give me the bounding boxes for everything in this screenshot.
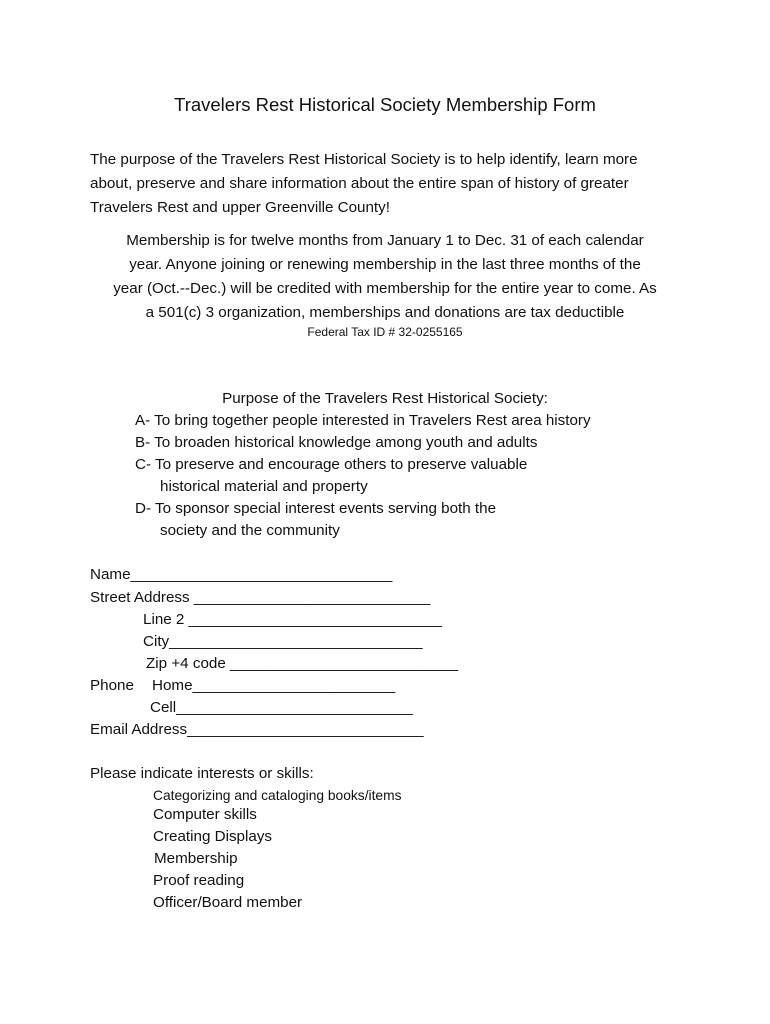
purpose-item-d: D- To sponsor special interest events serving both the — [135, 500, 497, 517]
membership-line: a 501(c) 3 organization, memberships and donations are tax deductible — [145, 304, 625, 321]
membership-line: Membership is for twelve months from January 1 to Dec. 31 of each calendar — [126, 232, 644, 249]
membership-line: year. Anyone joining or renewing membership in the last three months of the — [129, 256, 641, 273]
name-field[interactable]: Name_______________________________ — [90, 566, 393, 583]
address-line2-field[interactable]: Line 2 ______________________________ — [143, 611, 442, 628]
page-title: Travelers Rest Historical Society Membership Form — [174, 94, 596, 115]
interest-item: Categorizing and cataloging books/items — [153, 788, 402, 803]
street-address-field[interactable]: Street Address ____________________________ — [90, 589, 431, 606]
intro-line: Travelers Rest and upper Greenville County! — [90, 199, 390, 216]
email-field[interactable]: Email Address____________________________ — [90, 721, 424, 738]
tax-id: Federal Tax ID # 32-0255165 — [307, 325, 463, 339]
zip-field[interactable]: Zip +4 code ___________________________ — [146, 655, 459, 672]
purpose-item-c-cont: historical material and property — [160, 478, 368, 495]
interests-heading: Please indicate interests or skills: — [90, 765, 314, 782]
interest-item: Proof reading — [153, 872, 245, 889]
interest-item: Computer skills — [153, 806, 257, 823]
home-phone-field[interactable]: Home________________________ — [152, 677, 396, 694]
phone-label: Phone — [90, 677, 134, 694]
purpose-item-d-cont: society and the community — [160, 522, 340, 539]
interest-item: Officer/Board member — [153, 894, 303, 911]
membership-line: year (Oct.--Dec.) will be credited with membership for the entire year to come. As — [113, 280, 657, 297]
purpose-heading: Purpose of the Travelers Rest Historical Society: — [222, 390, 548, 407]
city-field[interactable]: City______________________________ — [143, 633, 423, 650]
interest-item: Creating Displays — [153, 828, 273, 845]
intro-line: about, preserve and share information about the entire span of history of greater — [90, 175, 629, 192]
interest-item: Membership — [154, 850, 238, 867]
purpose-item-c: C- To preserve and encourage others to preserve valuable — [135, 456, 528, 473]
intro-paragraph — [90, 148, 638, 220]
intro-line: The purpose of the Travelers Rest Historical Society is to help identify, learn more — [90, 151, 638, 168]
membership-paragraph — [0, 229, 770, 325]
purpose-item-b: B- To broaden historical knowledge among youth and adults — [135, 434, 538, 451]
cell-phone-field[interactable]: Cell____________________________ — [150, 699, 413, 716]
purpose-item-a: A- To bring together people interested in Travelers Rest area history — [135, 412, 591, 429]
